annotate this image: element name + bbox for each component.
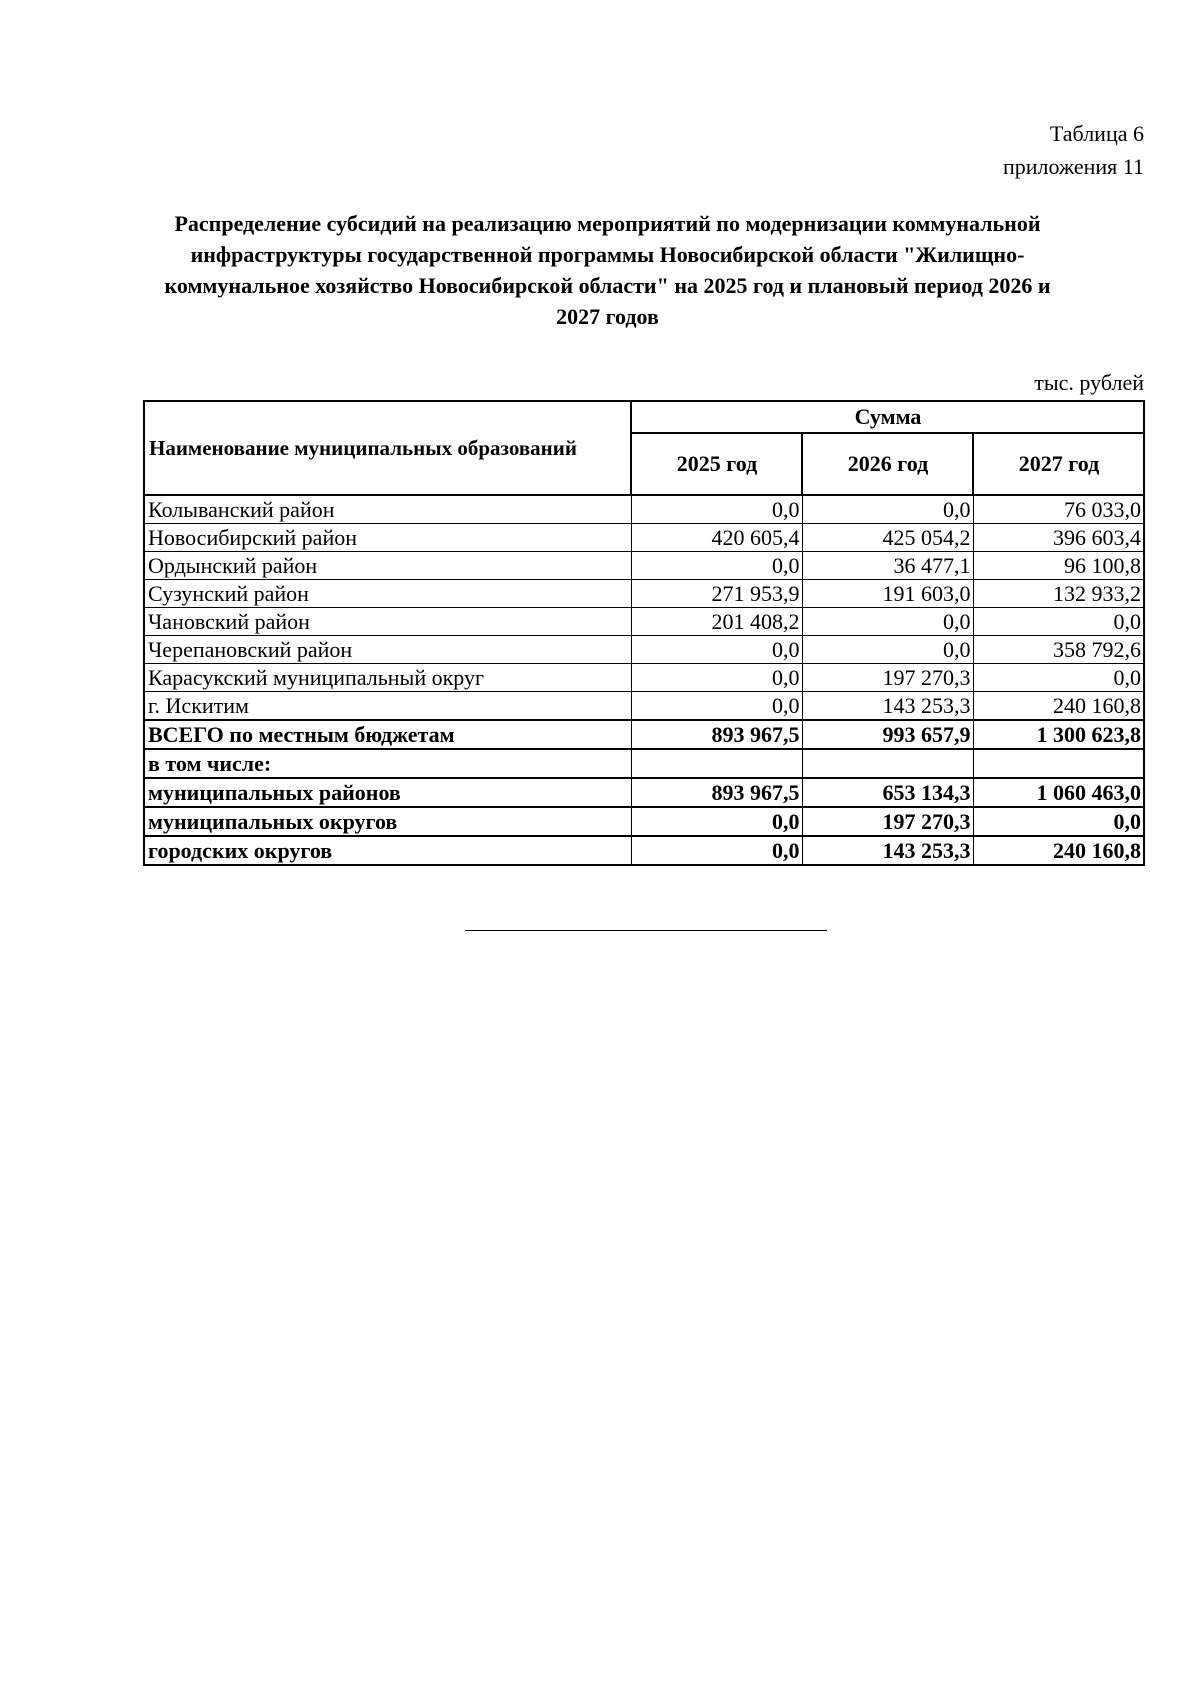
- row-name: Колыванский район: [144, 495, 631, 524]
- column-header-2027: 2027 год: [973, 433, 1144, 495]
- value-2027: 76 033,0: [973, 495, 1144, 524]
- table-row: [144, 608, 1144, 636]
- value-2027: 1 060 463,0: [973, 778, 1144, 807]
- including-row: [144, 749, 1144, 778]
- value-2026: 653 134,3: [802, 778, 973, 807]
- appendix-reference: [1003, 117, 1144, 183]
- value-2025: 201 408,2: [631, 608, 802, 636]
- table-row: [144, 552, 1144, 580]
- subsidy-table: [143, 400, 1145, 866]
- value-2025: 0,0: [631, 636, 802, 664]
- subtotal-row: [144, 807, 1144, 836]
- row-name: муниципальных округов: [144, 807, 631, 836]
- row-name: в том числе:: [144, 749, 631, 778]
- value-2026: 197 270,3: [802, 664, 973, 692]
- document-title: Распределение субсидий на реализацию мероприятий по модернизации коммунальной инфраструктуры государственной программы Новосибирской области "Жилищно-коммунальное хозяйство Новосибирской области" на 2025 год и плановый период 2026 и 2027 годов: [164, 211, 1051, 329]
- value-2027: 240 160,8: [973, 836, 1144, 865]
- table-row: [144, 580, 1144, 608]
- total-2026: 993 657,9: [802, 720, 973, 749]
- table-row: [144, 495, 1144, 524]
- value-2026: 36 477,1: [802, 552, 973, 580]
- subtotal-row: [144, 778, 1144, 807]
- total-row: [144, 720, 1144, 749]
- appendix-number: приложения 11: [1002, 154, 1144, 179]
- value-2026: 0,0: [802, 608, 973, 636]
- table-row: [144, 692, 1144, 721]
- value-2027: 0,0: [973, 608, 1144, 636]
- value-2025: 0,0: [631, 807, 802, 836]
- row-name: ВСЕГО по местным бюджетам: [144, 720, 631, 749]
- value-2027: 96 100,8: [973, 552, 1144, 580]
- value-2026: 143 253,3: [802, 836, 973, 865]
- row-name: муниципальных районов: [144, 778, 631, 807]
- value-2025: 893 967,5: [631, 778, 802, 807]
- value-2027: 396 603,4: [973, 524, 1144, 552]
- value-2025: 0,0: [631, 552, 802, 580]
- value-2027: 358 792,6: [973, 636, 1144, 664]
- empty-cell: [973, 749, 1144, 778]
- row-name: Чановский район: [144, 608, 631, 636]
- value-2025: 0,0: [631, 836, 802, 865]
- value-2025: 0,0: [631, 692, 802, 721]
- value-2026: 191 603,0: [802, 580, 973, 608]
- column-header-sum: Сумма: [631, 401, 1144, 433]
- column-header-2025: 2025 год: [631, 433, 802, 495]
- value-2026: 425 054,2: [802, 524, 973, 552]
- value-2025: 271 953,9: [631, 580, 802, 608]
- value-2025: 420 605,4: [631, 524, 802, 552]
- row-name: Новосибирский район: [144, 524, 631, 552]
- value-2026: 197 270,3: [802, 807, 973, 836]
- row-name: Карасукский муниципальный округ: [144, 664, 631, 692]
- row-name: Ордынский район: [144, 552, 631, 580]
- value-2027: 240 160,8: [973, 692, 1144, 721]
- table-row: [144, 524, 1144, 552]
- table-row: [144, 636, 1144, 664]
- value-2025: 0,0: [631, 495, 802, 524]
- total-2025: 893 967,5: [631, 720, 802, 749]
- value-2026: 0,0: [802, 495, 973, 524]
- value-2027: 0,0: [973, 807, 1144, 836]
- empty-cell: [631, 749, 802, 778]
- table-number: Таблица 6: [1049, 121, 1144, 146]
- row-name: Сузунский район: [144, 580, 631, 608]
- end-separator-line: [465, 930, 827, 931]
- value-2025: 0,0: [631, 664, 802, 692]
- column-header-name: Наименование муниципальных образований: [144, 401, 631, 495]
- total-2027: 1 300 623,8: [973, 720, 1144, 749]
- column-header-2026: 2026 год: [802, 433, 973, 495]
- row-name: г. Искитим: [144, 692, 631, 721]
- row-name: городских округов: [144, 836, 631, 865]
- table-row: [144, 664, 1144, 692]
- units-label: тыс. рублей: [1034, 370, 1144, 395]
- value-2027: 0,0: [973, 664, 1144, 692]
- subtotal-row: [144, 836, 1144, 865]
- value-2027: 132 933,2: [973, 580, 1144, 608]
- empty-cell: [802, 749, 973, 778]
- row-name: Черепановский район: [144, 636, 631, 664]
- value-2026: 143 253,3: [802, 692, 973, 721]
- value-2026: 0,0: [802, 636, 973, 664]
